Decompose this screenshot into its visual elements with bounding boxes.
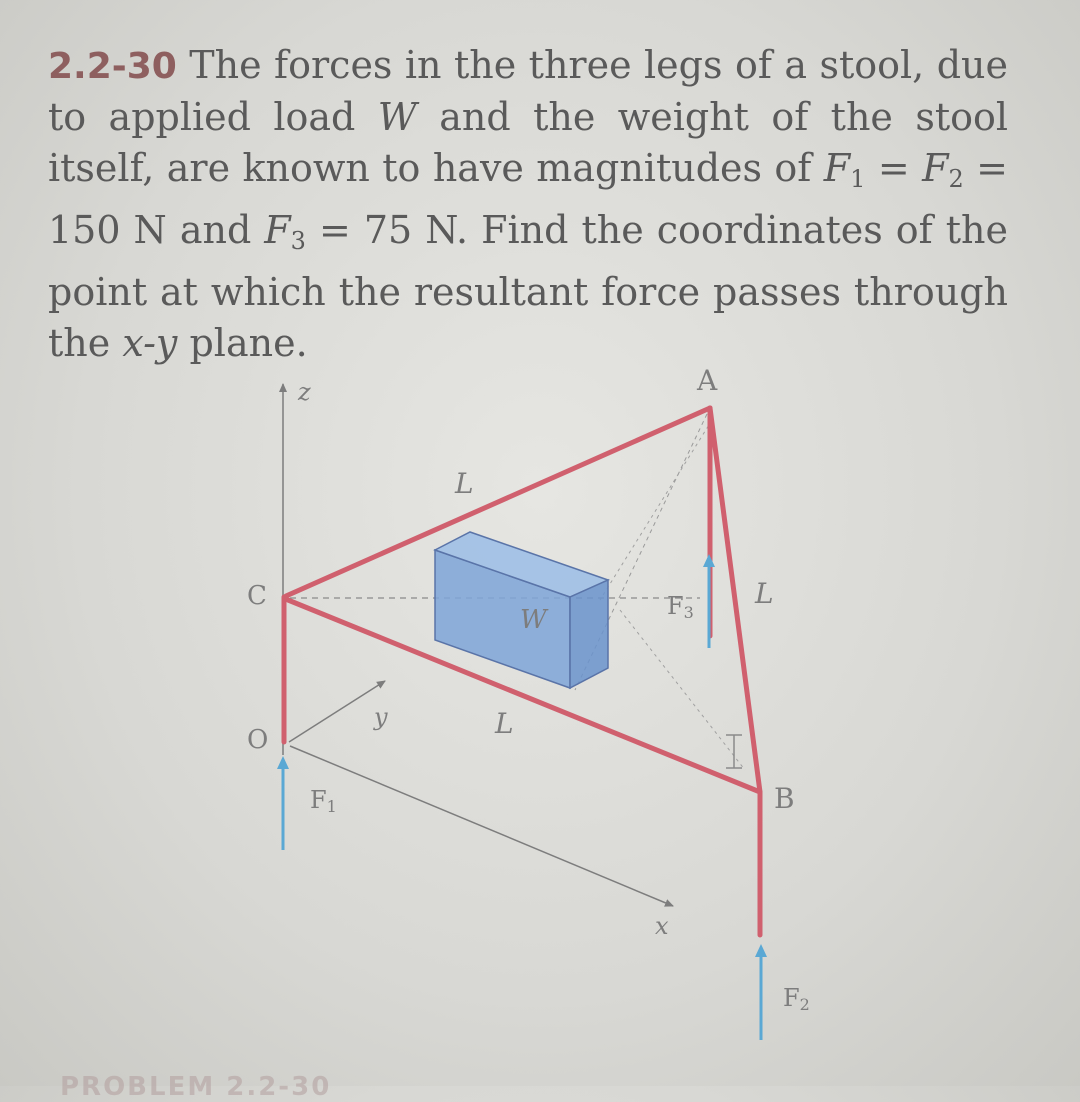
load-symbol: W	[377, 95, 417, 139]
x-axis-label: x	[655, 912, 669, 940]
point-a-label: A	[697, 364, 718, 397]
f3-subscript: 3	[290, 227, 306, 255]
load-label: W	[520, 605, 547, 635]
cut-off-caption: PROBLEM 2.2-30	[60, 1072, 332, 1102]
point-b-label: B	[774, 782, 795, 815]
side-top-label: L	[455, 467, 474, 500]
side-right-label: L	[755, 577, 774, 610]
plane-symbol: x-y	[122, 321, 178, 365]
dimension-marker	[726, 735, 742, 768]
f1-symbol: F	[823, 146, 851, 190]
y-axis-line	[289, 681, 385, 742]
equals-1: =	[865, 146, 923, 190]
f1-subscript: 1	[850, 165, 866, 193]
y-axis-label: y	[374, 703, 388, 731]
x-axis-line	[290, 746, 673, 906]
problem-text-3: = 75 N. Find the coordinates of the point at which the resultant force passes through the	[48, 208, 1008, 365]
point-c-label: C	[247, 581, 267, 611]
f2-subscript: 2	[948, 165, 964, 193]
force-3-label: F3	[667, 592, 694, 622]
problem-text-4: plane.	[177, 321, 308, 365]
equals-2: = 150 N and	[48, 146, 1008, 252]
z-axis-label: z	[298, 378, 311, 406]
problem-text-1: The forces in the three legs of a stool, due to applied load	[48, 43, 1008, 139]
dashed-to-b	[620, 610, 745, 770]
force-2-label: F2	[783, 984, 810, 1014]
origin-label: O	[247, 725, 269, 755]
load-box-side	[570, 580, 608, 688]
problem-text-2: and the weight of the stool itself, are known to have magnitudes of	[48, 95, 1008, 190]
f2-symbol: F	[922, 146, 949, 190]
force-1-label: F1	[310, 786, 337, 816]
f3-symbol: F	[264, 208, 291, 252]
problem-number: 2.2-30	[48, 46, 177, 87]
side-bottom-label: L	[495, 707, 514, 740]
